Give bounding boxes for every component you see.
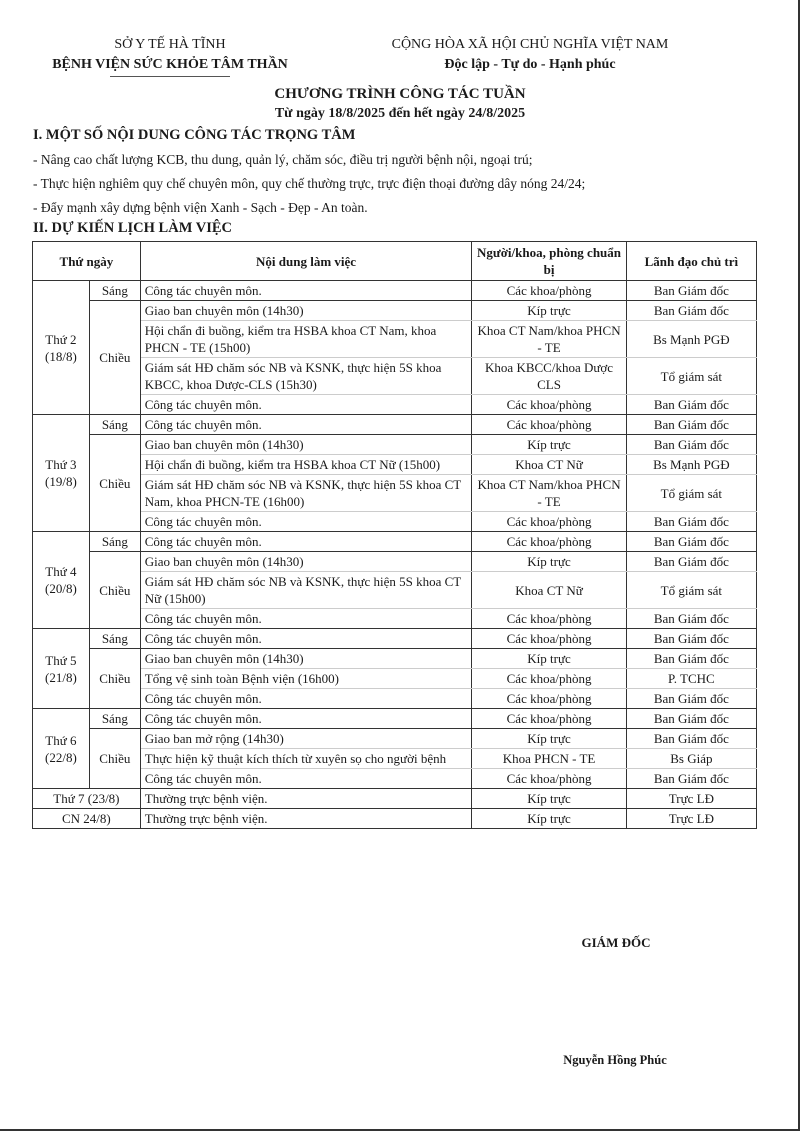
- task-content: Công tác chuyên môn.: [140, 395, 472, 415]
- task-lead: Trực LĐ: [626, 809, 756, 829]
- task-prep: Kíp trực: [472, 789, 626, 809]
- task-content: Công tác chuyên môn.: [140, 532, 472, 552]
- task-content: Giao ban chuyên môn (14h30): [140, 301, 472, 321]
- task-content: Công tác chuyên môn.: [140, 629, 472, 649]
- task-content: Thực hiện kỹ thuật kích thích từ xuyên sọ cho người bệnh: [140, 749, 472, 769]
- issuer-block: [25, 35, 315, 77]
- table-row: [33, 475, 757, 512]
- hospital-name: BỆNH VIỆN SỨC KHỎE TÂM THẦN: [52, 57, 288, 72]
- task-prep: Các khoa/phòng: [472, 415, 626, 435]
- table-row: [33, 395, 757, 415]
- task-prep: Khoa PHCN - TE: [472, 749, 626, 769]
- task-lead: Ban Giám đốc: [626, 532, 756, 552]
- task-lead: Tổ giám sát: [626, 572, 756, 609]
- task-content: Công tác chuyên môn.: [140, 769, 472, 789]
- task-content: Công tác chuyên môn.: [140, 281, 472, 301]
- table-row: [33, 532, 757, 552]
- task-prep: Các khoa/phòng: [472, 609, 626, 629]
- task-prep: Kíp trực: [472, 729, 626, 749]
- table-row: [33, 669, 757, 689]
- task-prep: Các khoa/phòng: [472, 689, 626, 709]
- task-content: Giao ban chuyên môn (14h30): [140, 435, 472, 455]
- day-label: Thứ 5: [45, 652, 77, 668]
- task-prep: Các khoa/phòng: [472, 709, 626, 729]
- task-lead: Tổ giám sát: [626, 475, 756, 512]
- task-prep: Các khoa/phòng: [472, 395, 626, 415]
- task-prep: Khoa CT Nam/khoa PHCN - TE: [472, 475, 626, 512]
- task-lead: Ban Giám đốc: [626, 281, 756, 301]
- task-prep: Kíp trực: [472, 552, 626, 572]
- national-motto: Độc lập - Tự do - Hạnh phúc: [444, 57, 616, 72]
- col-header-lead: Lãnh đạo chủ trì: [626, 242, 756, 281]
- session-afternoon: Chiều: [89, 301, 140, 415]
- section-1-heading: I. MỘT SỐ NỘI DUNG CÔNG TÁC TRỌNG TÂM: [33, 127, 356, 143]
- day-cell: [33, 709, 90, 789]
- session-morning: Sáng: [89, 629, 140, 649]
- day-date: (18/8): [45, 348, 77, 364]
- session-morning: Sáng: [89, 709, 140, 729]
- col-header-prep: Người/khoa, phòng chuẩn bị: [472, 242, 626, 281]
- task-content: Giám sát HĐ chăm sóc NB và KSNK, thực hiện 5S khoa KBCC, khoa Dược-CLS (15h30): [140, 358, 472, 395]
- task-prep: Các khoa/phòng: [472, 512, 626, 532]
- task-content: Hội chẩn đi buồng, kiểm tra HSBA khoa CT Nam, khoa PHCN - TE (15h00): [140, 321, 472, 358]
- focus-item: - Thực hiện nghiêm quy chế chuyên môn, quy chế thường trực, trực điện thoại đường dây nóng 24/24;: [33, 176, 586, 191]
- day-label: Thứ 2: [45, 331, 77, 347]
- col-header-content: Nội dung làm việc: [140, 242, 472, 281]
- session-afternoon: Chiều: [89, 552, 140, 629]
- session-morning: Sáng: [89, 532, 140, 552]
- day-cell: [33, 415, 90, 532]
- day-date: (20/8): [45, 581, 77, 596]
- task-prep: Kíp trực: [472, 649, 626, 669]
- table-header-row: [33, 242, 757, 281]
- national-motto-block: [375, 35, 685, 75]
- task-content: Giao ban chuyên môn (14h30): [140, 552, 472, 572]
- day-date: (21/8): [45, 669, 77, 685]
- task-prep: Khoa KBCC/khoa Dược CLS: [472, 358, 626, 395]
- task-lead: Ban Giám đốc: [626, 769, 756, 789]
- day-date: (19/8): [45, 474, 77, 489]
- task-lead: Bs Mạnh PGĐ: [626, 321, 756, 358]
- table-row: [33, 649, 757, 669]
- table-row: [33, 455, 757, 475]
- task-content: Giám sát HĐ chăm sóc NB và KSNK, thực hiện 5S khoa CT Nữ (15h00): [140, 572, 472, 609]
- task-content: Giám sát HĐ chăm sóc NB và KSNK, thực hiện 5S khoa CT Nam, khoa PHCN-TE (16h00): [140, 475, 472, 512]
- table-row: [33, 809, 757, 829]
- task-prep: Kíp trực: [472, 301, 626, 321]
- task-content: Hội chẩn đi buồng, kiểm tra HSBA khoa CT Nữ (15h00): [140, 455, 472, 475]
- task-lead: Ban Giám đốc: [626, 415, 756, 435]
- hospital-name-underline: [110, 76, 230, 77]
- task-content: Giao ban mở rộng (14h30): [140, 729, 472, 749]
- task-prep: Khoa CT Nam/khoa PHCN - TE: [472, 321, 626, 358]
- task-lead: Ban Giám đốc: [626, 629, 756, 649]
- document-date-range: Từ ngày 18/8/2025 đến hết ngày 24/8/2025: [274, 106, 526, 121]
- task-lead: Ban Giám đốc: [626, 689, 756, 709]
- task-lead: Ban Giám đốc: [626, 512, 756, 532]
- task-lead: Ban Giám đốc: [626, 649, 756, 669]
- task-content: Công tác chuyên môn.: [140, 415, 472, 435]
- table-row: [33, 769, 757, 789]
- table-row: [33, 301, 757, 321]
- task-lead: Ban Giám đốc: [626, 709, 756, 729]
- document-title: CHƯƠNG TRÌNH CÔNG TÁC TUẦN: [274, 86, 526, 102]
- focus-item: - Đẩy mạnh xây dựng bệnh viện Xanh - Sạch - Đẹp - An toàn.: [33, 200, 368, 215]
- task-prep: Khoa CT Nữ: [472, 572, 626, 609]
- table-row: [33, 709, 757, 729]
- table-row: [33, 729, 757, 749]
- day-label: Thứ 6: [45, 732, 77, 748]
- task-prep: Các khoa/phòng: [472, 769, 626, 789]
- task-lead: Ban Giám đốc: [626, 609, 756, 629]
- country-name: CỘNG HÒA XÃ HỘI CHỦ NGHĨA VIỆT NAM: [391, 37, 669, 52]
- table-row: [33, 609, 757, 629]
- session-morning: Sáng: [89, 415, 140, 435]
- task-lead: Ban Giám đốc: [626, 301, 756, 321]
- task-prep: Các khoa/phòng: [472, 629, 626, 649]
- table-row: [33, 415, 757, 435]
- table-row: [33, 512, 757, 532]
- task-lead: Trực LĐ: [626, 789, 756, 809]
- task-content: Giao ban chuyên môn (14h30): [140, 649, 472, 669]
- task-prep: Kíp trực: [472, 809, 626, 829]
- task-content: Công tác chuyên môn.: [140, 512, 472, 532]
- task-prep: Các khoa/phòng: [472, 532, 626, 552]
- table-row: [33, 358, 757, 395]
- task-lead: Ban Giám đốc: [626, 729, 756, 749]
- task-lead: Bs Giáp: [626, 749, 756, 769]
- task-lead: Bs Mạnh PGĐ: [626, 455, 756, 475]
- col-header-day: Thứ ngày: [33, 242, 141, 281]
- session-afternoon: Chiều: [89, 649, 140, 709]
- task-lead: Ban Giám đốc: [626, 395, 756, 415]
- task-lead: Ban Giám đốc: [626, 552, 756, 572]
- focus-item: - Nâng cao chất lượng KCB, thu dung, quản lý, chăm sóc, điều trị người bệnh nội, ngoại trú;: [33, 152, 533, 167]
- task-content: Công tác chuyên môn.: [140, 689, 472, 709]
- session-morning: Sáng: [89, 281, 140, 301]
- table-row: [33, 749, 757, 769]
- day-cell: Thứ 7 (23/8): [33, 789, 141, 809]
- task-content: Công tác chuyên môn.: [140, 709, 472, 729]
- task-lead: P. TCHC: [626, 669, 756, 689]
- section-2-heading: II. DỰ KIẾN LỊCH LÀM VIỆC: [33, 220, 232, 236]
- day-cell: CN 24/8): [33, 809, 141, 829]
- table-row: [33, 321, 757, 358]
- task-prep: Khoa CT Nữ: [472, 455, 626, 475]
- table-row: [33, 789, 757, 809]
- task-content: Thường trực bệnh viện.: [140, 809, 472, 829]
- table-row: [33, 572, 757, 609]
- session-afternoon: Chiều: [89, 729, 140, 789]
- task-lead: Tổ giám sát: [626, 358, 756, 395]
- table-row: [33, 689, 757, 709]
- table-row: [33, 435, 757, 455]
- signer-name: Nguyễn Hồng Phúc: [563, 1053, 667, 1067]
- day-label: Thứ 3: [45, 457, 77, 472]
- task-prep: Các khoa/phòng: [472, 281, 626, 301]
- day-cell: [33, 532, 90, 629]
- task-lead: Ban Giám đốc: [626, 435, 756, 455]
- signer-title: GIÁM ĐỐC: [581, 935, 651, 950]
- day-label: Thứ 4: [45, 564, 77, 579]
- table-row: [33, 552, 757, 572]
- task-content: Công tác chuyên môn.: [140, 609, 472, 629]
- day-date: (22/8): [45, 749, 77, 765]
- day-cell: [33, 629, 90, 709]
- task-prep: Kíp trực: [472, 435, 626, 455]
- task-prep: Các khoa/phòng: [472, 669, 626, 689]
- day-cell: [33, 281, 90, 415]
- schedule-table: [32, 241, 757, 829]
- department-name: SỞ Y TẾ HÀ TĨNH: [114, 37, 226, 52]
- task-content: Thường trực bệnh viện.: [140, 789, 472, 809]
- table-row: [33, 629, 757, 649]
- session-afternoon: Chiều: [89, 435, 140, 532]
- table-row: [33, 281, 757, 301]
- task-content: Tổng vệ sinh toàn Bệnh viện (16h00): [140, 669, 472, 689]
